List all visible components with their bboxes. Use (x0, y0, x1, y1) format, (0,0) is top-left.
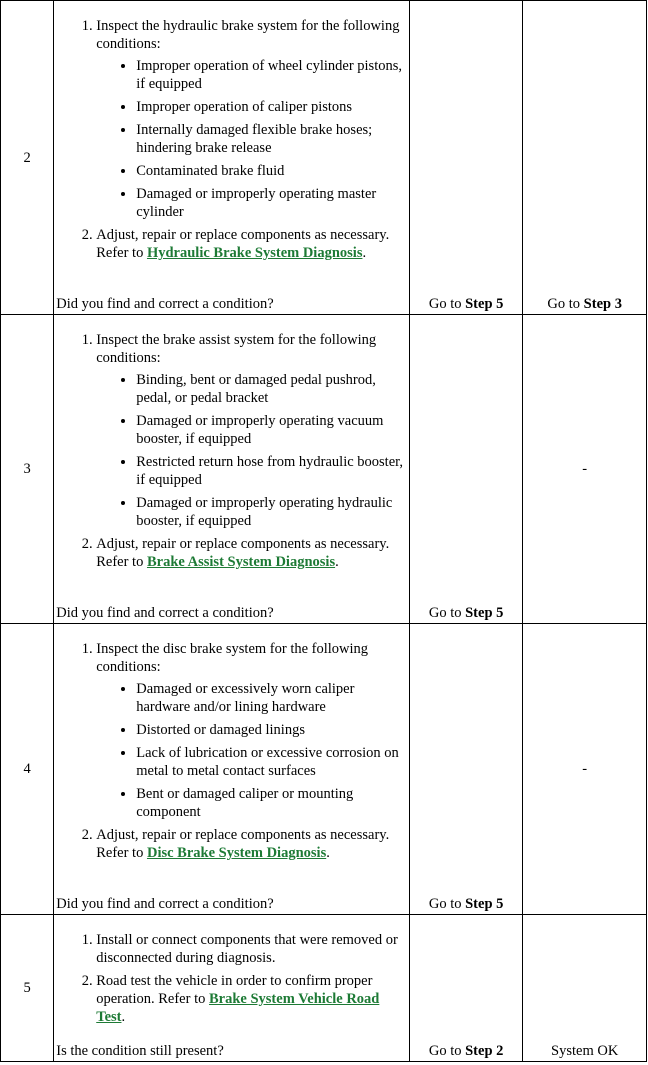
table-row (1, 1, 647, 315)
hydraulic-brake-diagnosis-link[interactable]: Hydraulic Brake System Diagnosis (146, 245, 363, 261)
list-item (96, 640, 407, 821)
adjust-text: Adjust, repair or replace components as necessary. Refer to (96, 827, 390, 861)
list-item: • Distorted or damaged linings (136, 721, 407, 739)
condition-list (96, 57, 407, 221)
list-item: • Improper operation of caliper pistons (136, 98, 407, 116)
list-item: • Damaged or improperly operating master cylinder (136, 185, 407, 221)
action-list (56, 331, 407, 571)
list-item: 2. Adjust, repair or replace components as necessary. Refer to Disc Brake System Diagnosis. (96, 826, 407, 862)
step-number: 5 (1, 915, 54, 1062)
yes-prefix: Go to (428, 296, 466, 312)
no-cell (523, 1, 647, 315)
list-item: • Contaminated brake fluid (136, 162, 407, 180)
list-item: 2. Adjust, repair or replace components as necessary. Refer to Brake Assist System Diagnosis. (96, 535, 407, 571)
list-item: 2. Adjust, repair or replace components as necessary. Refer to Hydraulic Brake System Diagnosis. (96, 226, 407, 262)
list-item: • Damaged or improperly operating hydraulic booster, if equipped (136, 494, 407, 530)
action-cell (54, 315, 410, 624)
step-number: 3 (1, 315, 54, 624)
adjust-text: Road test the vehicle in order to confirm proper operation. Refer to (96, 973, 373, 1007)
action-list (56, 17, 407, 262)
no-dash: - (582, 461, 588, 477)
list-item: • Binding, bent or damaged pedal pushrod, pedal, or pedal bracket (136, 371, 407, 407)
question-text: Did you find and correct a condition? (56, 605, 274, 621)
yes-prefix: Go to (428, 1043, 466, 1059)
yes-prefix: Go to (428, 896, 466, 912)
action-intro: Inspect the hydraulic brake system for the following conditions: (96, 18, 400, 52)
action-cell (54, 624, 410, 915)
step-number: 4 (1, 624, 54, 915)
action-list (56, 931, 407, 1026)
yes-cell (409, 624, 523, 915)
no-cell (523, 915, 647, 1062)
yes-step: Step 5 (465, 896, 504, 912)
question-text: Did you find and correct a condition? (56, 296, 274, 312)
action-intro: Inspect the disc brake system for the following conditions: (96, 641, 369, 675)
yes-step: Step 5 (465, 605, 504, 621)
yes-step: Step 5 (465, 296, 504, 312)
no-cell (523, 624, 647, 915)
action-cell (54, 915, 410, 1062)
adjust-text: Adjust, repair or replace components as necessary. Refer to (96, 536, 390, 570)
list-item: • Damaged or excessively worn caliper hardware and/or lining hardware (136, 680, 407, 716)
action-intro: Inspect the brake assist system for the following conditions: (96, 332, 377, 366)
disc-brake-diagnosis-link[interactable]: Disc Brake System Diagnosis (146, 845, 327, 861)
question-text: Is the condition still present? (56, 1043, 224, 1059)
list-item: • Lack of lubrication or excessive corrosion on metal to metal contact surfaces (136, 744, 407, 780)
action-list (56, 640, 407, 862)
system-ok-text: System OK (551, 1043, 619, 1059)
brake-assist-diagnosis-link[interactable]: Brake Assist System Diagnosis (146, 554, 336, 570)
list-item: 2. Road test the vehicle in order to confirm proper operation. Refer to Brake System Vehicle Road Test. (96, 972, 407, 1026)
yes-cell (409, 1, 523, 315)
list-item: • Bent or damaged caliper or mounting component (136, 785, 407, 821)
step-number: 2 (1, 1, 54, 315)
yes-cell (409, 915, 523, 1062)
no-dash: - (582, 761, 588, 777)
yes-step: Step 2 (465, 1043, 504, 1059)
condition-list (96, 680, 407, 821)
adjust-text: Adjust, repair or replace components as necessary. Refer to (96, 227, 390, 261)
question-text: Did you find and correct a condition? (56, 896, 274, 912)
yes-prefix: Go to (428, 605, 466, 621)
table-row (1, 315, 647, 624)
no-prefix: Go to (547, 296, 584, 312)
condition-list (96, 371, 407, 530)
no-step: Step 3 (583, 296, 622, 312)
table-row (1, 915, 647, 1062)
list-item (96, 17, 407, 221)
no-cell (523, 315, 647, 624)
yes-cell (409, 315, 523, 624)
list-item: 1. Install or connect components that were removed or disconnected during diagnosis. (96, 931, 407, 967)
list-item: • Damaged or improperly operating vacuum booster, if equipped (136, 412, 407, 448)
table-row (1, 624, 647, 915)
road-test-link[interactable]: Brake System Vehicle Road Test (96, 991, 380, 1025)
list-item: • Restricted return hose from hydraulic booster, if equipped (136, 453, 407, 489)
list-item: • Internally damaged flexible brake hoses; hindering brake release (136, 121, 407, 157)
action-cell (54, 1, 410, 315)
list-item (96, 331, 407, 530)
list-item: • Improper operation of wheel cylinder pistons, if equipped (136, 57, 407, 93)
